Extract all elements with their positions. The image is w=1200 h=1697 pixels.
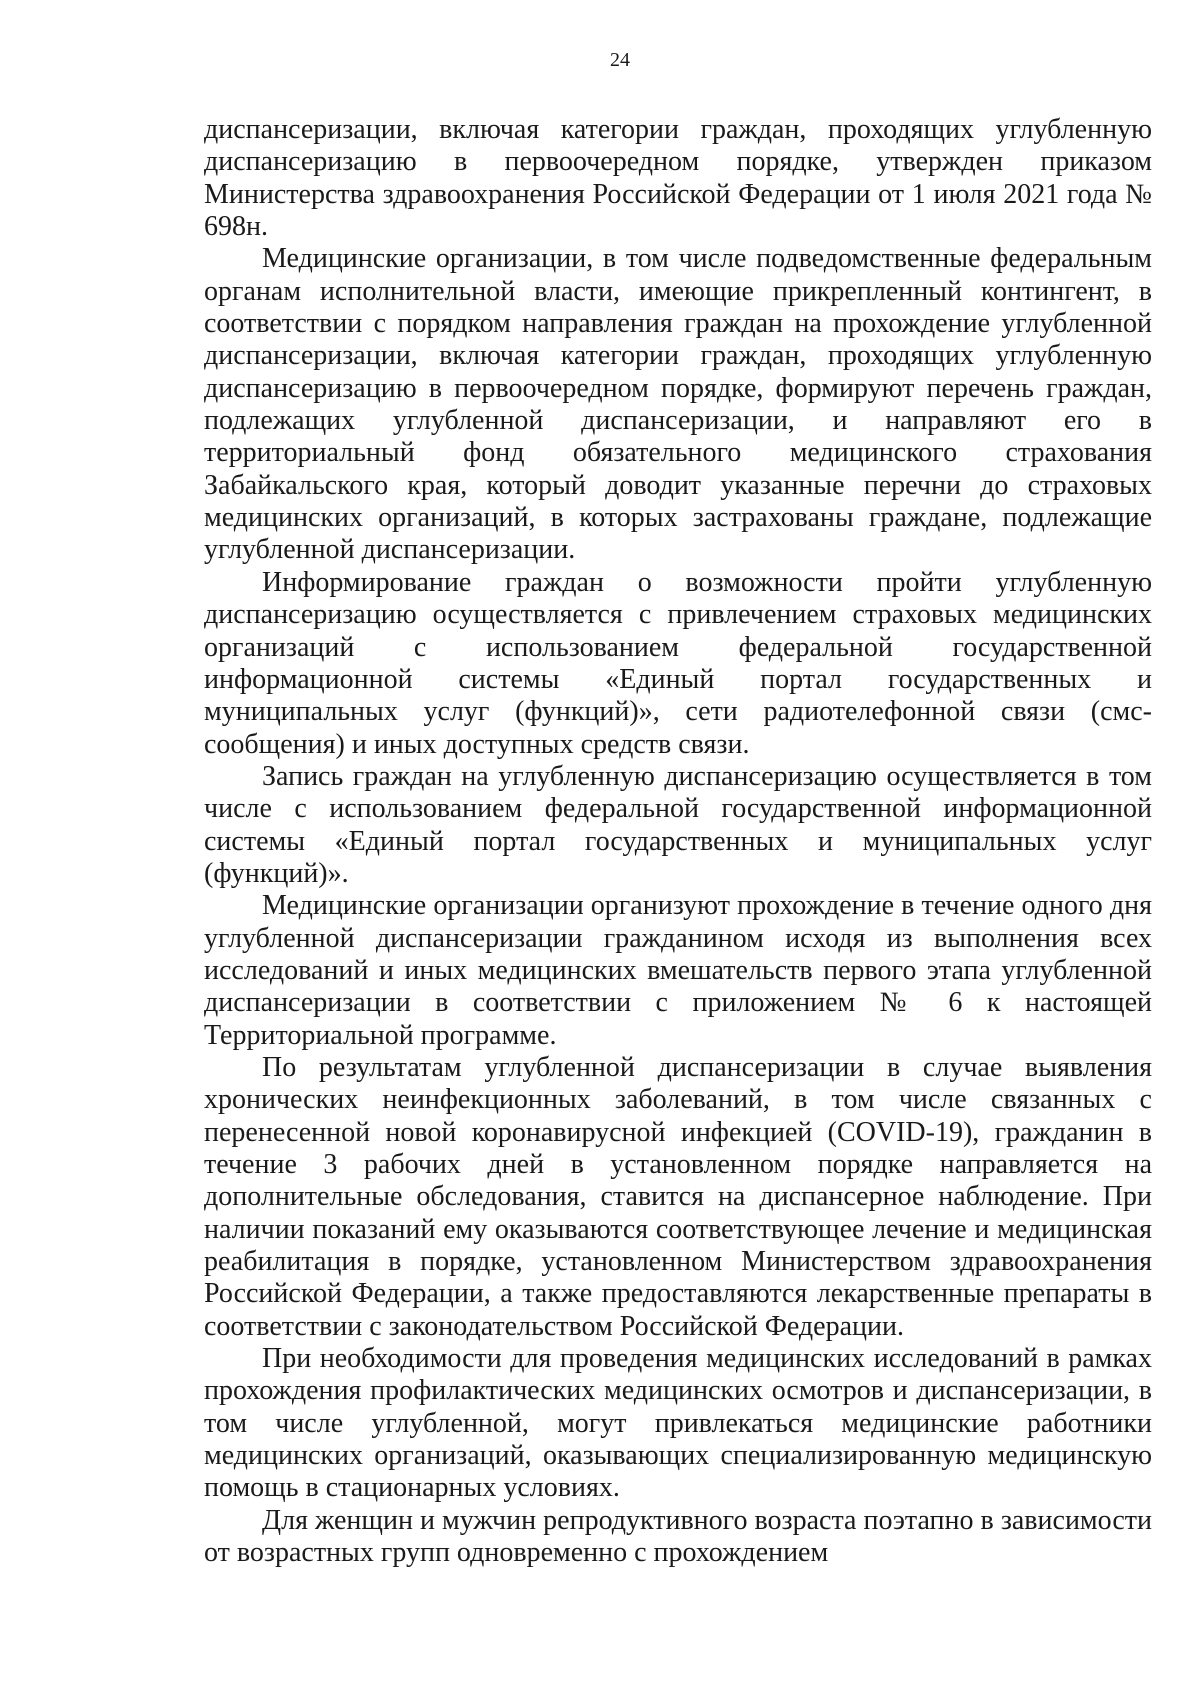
paragraph-results: По результатам углубленной диспансеризации в случае выявления хронических неинфекционных заболеваний, в том числе связанных с перенесенной новой коронавирусной инфекцией (COVID-19), гражданин в течение 3 рабочих дней в установленном порядке направляется на дополнительные обследования, ставится на диспансерное наблюдение. При наличии показаний ему оказываются соответствующее лечение и медицинская реабилитация в порядке, установленном Министерством здравоохранения Российской Федерации, а также предоставляются лекарственные препараты в соответствии с законодательством Российской Федерации. xyxy=(204,1051,1152,1342)
document-body xyxy=(204,114,1152,1569)
paragraph-reproductive-age: Для женщин и мужчин репродуктивного возраста поэтапно в зависимости от возрастных групп одновременно с прохождением xyxy=(204,1504,1152,1569)
paragraph-medical-organizations-list: Медицинские организации, в том числе подведомственные федеральным органам исполнительной власти, имеющие прикрепленный контингент, в соответствии с порядком направления граждан на прохождение углубленной диспансеризации, включая категории граждан, проходящих углубленную диспансеризацию в первоочередном порядке, формируют перечень граждан, подлежащих углубленной диспансеризации, и направляют его в территориальный фонд обязательного медицинского страхования Забайкальского края, который доводит указанные перечни до страховых медицинских организаций, в которых застрахованы граждане, подлежащие углубленной диспансеризации. xyxy=(204,243,1152,566)
paragraph-informing-citizens: Информирование граждан о возможности пройти углубленную диспансеризацию осуществляется с привлечением страховых медицинских организаций с использованием федеральной государственной информационной системы «Единый портал государственных и муниципальных услуг (функций)», сети радиотелефонной связи (смс-сообщения) и иных доступных средств связи. xyxy=(204,566,1152,760)
paragraph-one-day-examination: Медицинские организации организуют прохождение в течение одного дня углубленной диспансеризации гражданином исходя из выполнения всех исследований и иных медицинских вмешательств первого этапа углубленной диспансеризации в соответствии с приложением № 6 к настоящей Территориальной программе. xyxy=(204,890,1152,1051)
paragraph-registration: Запись граждан на углубленную диспансеризацию осуществляется в том числе с использованием федеральной государственной информационной системы «Единый портал государственных и муниципальных услуг (функций)». xyxy=(204,760,1152,889)
paragraph-specialists: При необходимости для проведения медицинских исследований в рамках прохождения профилактических медицинских осмотров и диспансеризации, в том числе углубленной, могут привлекаться медицинские работники медицинских организаций, оказывающих специализированную медицинскую помощь в стационарных условиях. xyxy=(204,1343,1152,1504)
page-number: 24 xyxy=(610,49,630,71)
paragraph-continuation: диспансеризации, включая категории граждан, проходящих углубленную диспансеризацию в первоочередном порядке, утвержден приказом Министерства здравоохранения Российской Федерации от 1 июля 2021 года № 698н. xyxy=(204,114,1152,243)
